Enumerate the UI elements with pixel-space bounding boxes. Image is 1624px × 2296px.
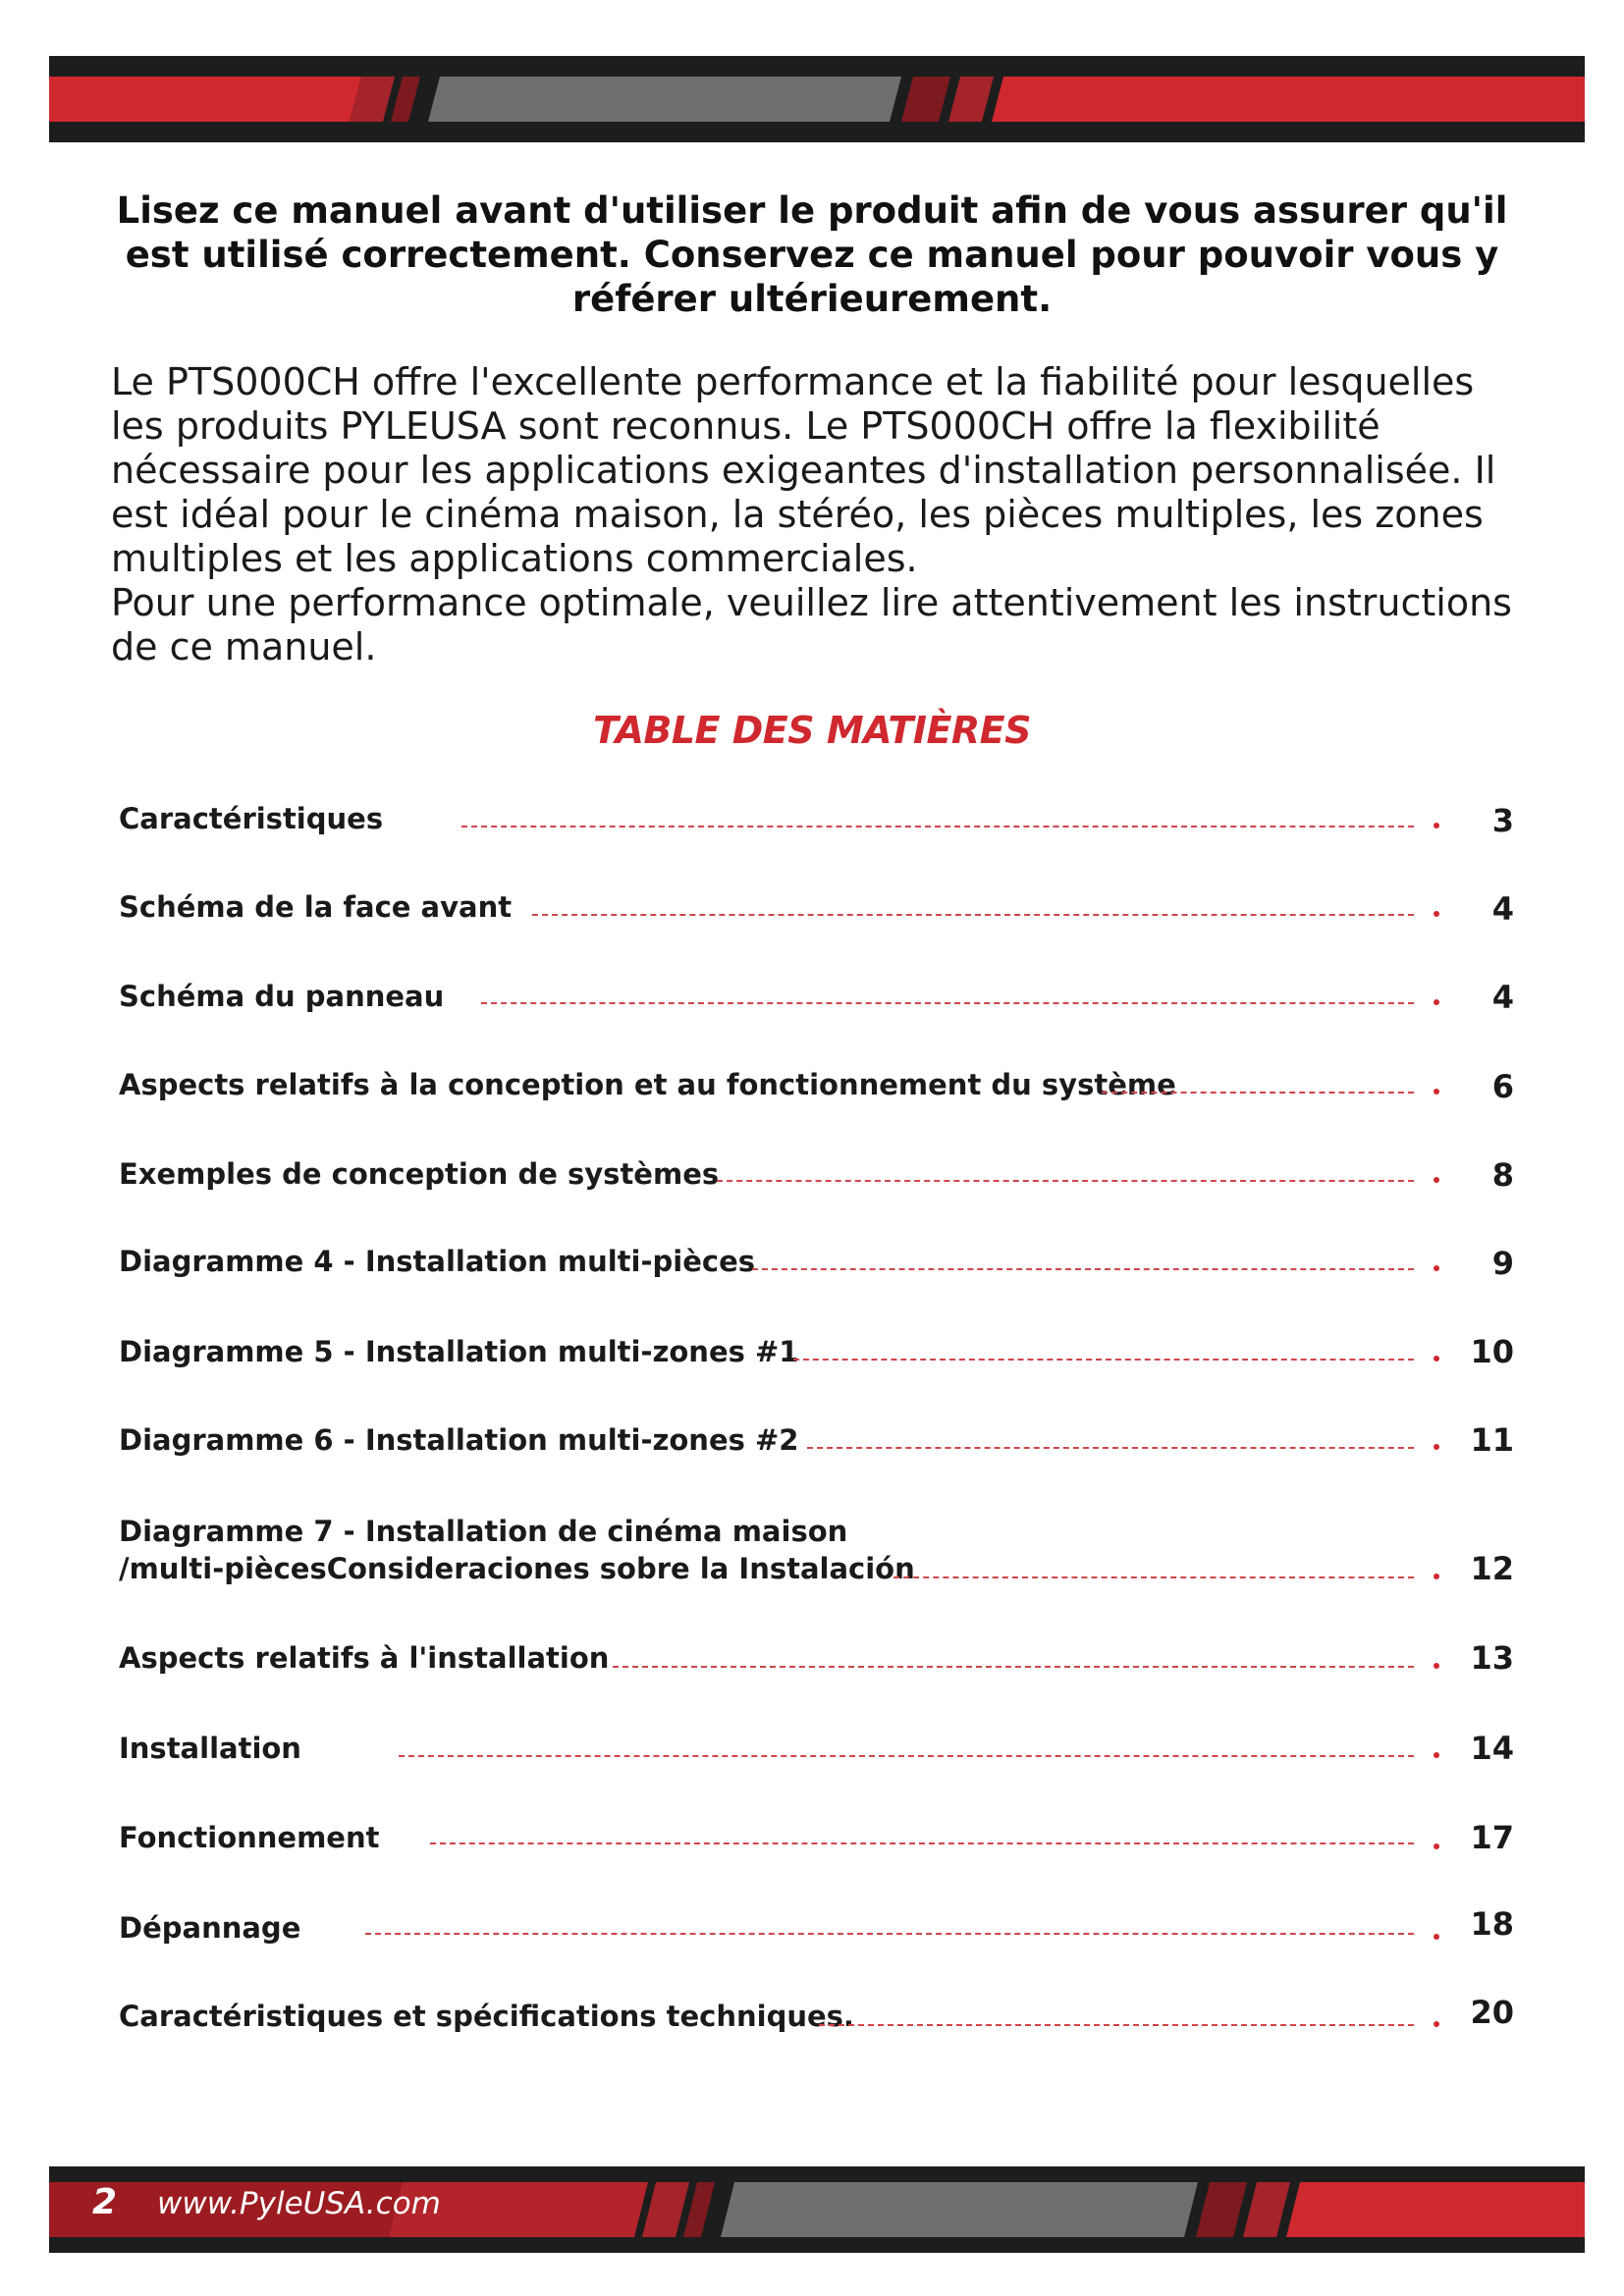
footer-page-number: 2 [92,2182,118,2222]
toc-entry-label: Aspects relatifs à l'installation [119,1641,610,1675]
toc-entry-label: Schéma de la face avant [119,890,513,924]
toc-entry-page: 13 [1470,1639,1514,1677]
toc-entry[interactable] [0,978,1624,1056]
toc-entry[interactable] [0,1155,1624,1234]
toc-leader [399,1755,1414,1757]
toc-leader [717,1180,1414,1182]
toc-leader [365,1933,1414,1935]
toc-leader [1102,1092,1414,1094]
toc-entry-label: Installation [119,1732,301,1765]
toc-entry-page: 9 [1491,1245,1514,1282]
toc-entry[interactable] [0,1513,1624,1621]
toc-entry-label: Dépannage [119,1911,301,1945]
toc-entry[interactable] [0,1333,1624,1412]
intro-body [111,360,1525,669]
toc-entry[interactable] [0,800,1624,879]
toc-entry-page: 17 [1470,1819,1514,1856]
toc-entry[interactable] [0,1730,1624,1808]
toc-leader [807,1447,1414,1449]
toc-entry-page: 18 [1470,1905,1514,1943]
toc-entry-label: Exemples de conception de systèmes [119,1157,720,1191]
toc-entry[interactable] [0,1639,1624,1718]
toc-entry-label: Diagramme 7 - Installation de cinéma maison /multi-piècesConsideraciones sobre la Instalación [119,1515,915,1585]
toc-entry-page: 6 [1491,1068,1514,1105]
toc-entry[interactable] [0,1994,1624,2076]
toc-entry-label: Schéma du panneau [119,980,445,1013]
footer-url-link[interactable]: www.PyleUSA.com [157,2186,441,2221]
toc-entry[interactable] [0,1905,1624,1988]
intro-paragraph-1: Le PTS000CH offre l'excellente performance et la fiabilité pour lesquelles les produits PYLEUSA sont reconnus. Le PTS000CH offre la flexibilité nécessaire pour les applications exigeantes d'installation personnalisée. Il est idéal pour le cinéma maison, la stéréo, les pièces multiples, les zones multiples et les applications commerciales. [111,360,1496,580]
intro-warning: Lisez ce manuel avant d'utiliser le produit afin de vous assurer qu'il est utilisé correctement. Conservez ce manuel pour pouvoir vous y référer ultérieurement. [116,189,1508,320]
intro-paragraph-2: Pour une performance optimale, veuillez lire attentivement les instructions de ce manuel. [111,581,1512,668]
toc-entry-page: 12 [1470,1550,1514,1587]
toc-entry[interactable] [0,1421,1624,1500]
toc-leader [893,1576,1414,1578]
toc-leader [481,1002,1414,1004]
toc-entry-label: Aspects relatifs à la conception et au fonctionnement du système [119,1068,1176,1101]
toc-entry-label: Diagramme 5 - Installation multi-zones #1 [119,1335,799,1368]
toc-entry-label: Caractéristiques et spécifications techniques. [119,2000,854,2033]
toc-leader [793,1359,1414,1361]
toc-entry-label: Diagramme 4 - Installation multi-pièces [119,1245,755,1278]
toc-entry[interactable] [0,1243,1624,1321]
toc-entry-label: Fonctionnement [119,1821,380,1854]
toc-leader [430,1842,1414,1844]
toc-entry[interactable] [0,888,1624,967]
toc-entry-page: 4 [1491,979,1514,1016]
toc-entry-label: Diagramme 6 - Installation multi-zones #2 [119,1423,799,1457]
toc-entry[interactable] [0,1066,1624,1145]
toc-entry-page: 3 [1491,802,1514,839]
toc-leader [752,1268,1414,1270]
toc-entry-label: Caractéristiques [119,802,384,835]
toc-entry-page: 11 [1470,1421,1514,1459]
toc-leader [819,2024,1414,2026]
toc-leader [461,826,1414,828]
toc-title: TABLE DES MATIÈRES [592,709,1032,752]
toc-entry-page: 8 [1491,1156,1514,1194]
toc-entry-page: 14 [1470,1730,1514,1767]
header-band [49,56,1585,142]
toc-entry-page: 4 [1491,890,1514,928]
toc-entry-page: 20 [1470,1994,1514,2031]
toc-leader [532,914,1414,916]
toc-entry-page: 10 [1470,1333,1514,1370]
toc-entry[interactable] [0,1819,1624,1897]
header-stripes [49,56,1585,142]
toc-leader [613,1666,1414,1668]
